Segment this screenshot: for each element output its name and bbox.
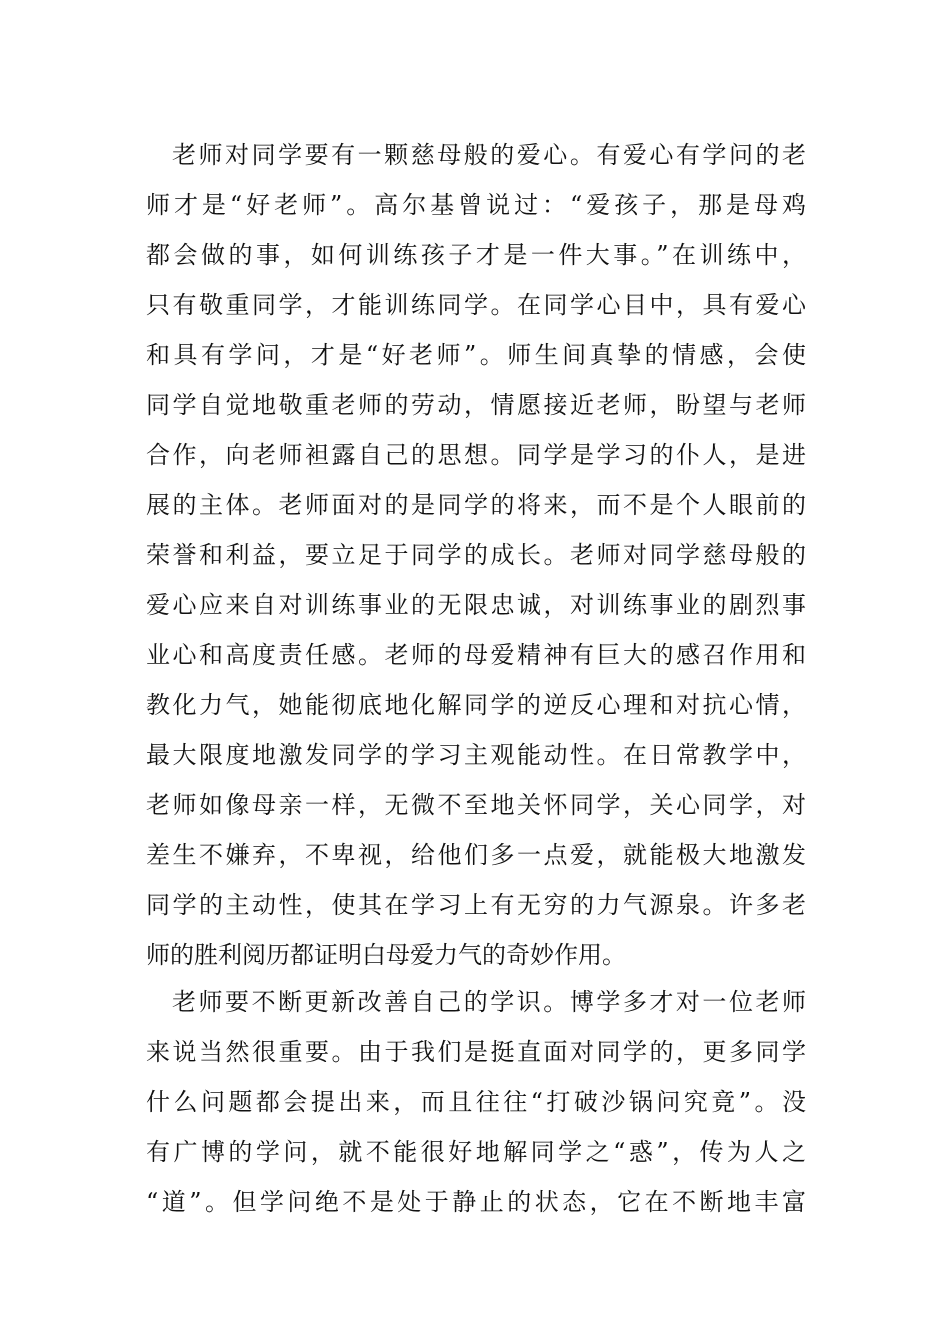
paragraph-line: 老师要不断更新改善自己的学识。博学多才对一位老师 bbox=[172, 988, 806, 1016]
paragraph-line: “道”。但学问绝不是处于静止的状态，它在不断地丰富 bbox=[146, 1188, 806, 1216]
paragraph-line: 老师对同学要有一颗慈母般的爱心。有爱心有学问的老 bbox=[172, 141, 806, 169]
paragraph-line: 差生不嫌弃，不卑视，给他们多一点爱，就能极大地激发 bbox=[146, 841, 806, 869]
paragraph-line: 只有敬重同学，才能训练同学。在同学心目中，具有爱心 bbox=[146, 291, 806, 319]
paragraph-line: 师才是“好老师”。高尔基曾说过：“爱孩子，那是母鸡 bbox=[146, 191, 806, 219]
paragraph-line: 有广博的学问，就不能很好地解同学之“惑”，传为人之 bbox=[146, 1138, 806, 1166]
paragraph-line: 都会做的事，如何训练孩子才是一件大事。”在训练中， bbox=[146, 241, 806, 269]
paragraph-line: 来说当然很重要。由于我们是挺直面对同学的，更多同学 bbox=[146, 1038, 806, 1066]
paragraph-line: 展的主体。老师面对的是同学的将来，而不是个人眼前的 bbox=[146, 491, 806, 519]
paragraph-teacher-love bbox=[146, 130, 806, 980]
paragraph-line: 同学的主动性，使其在学习上有无穷的力气源泉。许多老 bbox=[146, 891, 806, 919]
paragraph-line: 最大限度地激发同学的学习主观能动性。在日常教学中， bbox=[146, 741, 806, 769]
paragraph-line: 老师如像母亲一样，无微不至地关怀同学，关心同学，对 bbox=[146, 791, 806, 819]
paragraph-line: 业心和高度责任感。老师的母爱精神有巨大的感召作用和 bbox=[146, 641, 806, 669]
paragraph-line: 什么问题都会提出来，而且往往“打破沙锅问究竟”。没 bbox=[146, 1088, 806, 1116]
paragraph-line: 合作，向老师袒露自己的思想。同学是学习的仆人，是进 bbox=[146, 441, 806, 469]
paragraph-line: 荣誉和利益，要立足于同学的成长。老师对同学慈母般的 bbox=[146, 541, 806, 569]
paragraph-teacher-knowledge bbox=[146, 977, 806, 1227]
paragraph-line: 教化力气，她能彻底地化解同学的逆反心理和对抗心情， bbox=[146, 691, 806, 719]
paragraph-line: 和具有学问，才是“好老师”。师生间真挚的情感，会使 bbox=[146, 341, 806, 369]
paragraph-line: 爱心应来自对训练事业的无限忠诚，对训练事业的剧烈事 bbox=[146, 591, 806, 619]
paragraph-line: 同学自觉地敬重老师的劳动，情愿接近老师，盼望与老师 bbox=[146, 391, 806, 419]
paragraph-line: 师的胜利阅历都证明白母爱力气的奇妙作用。 bbox=[146, 941, 626, 969]
